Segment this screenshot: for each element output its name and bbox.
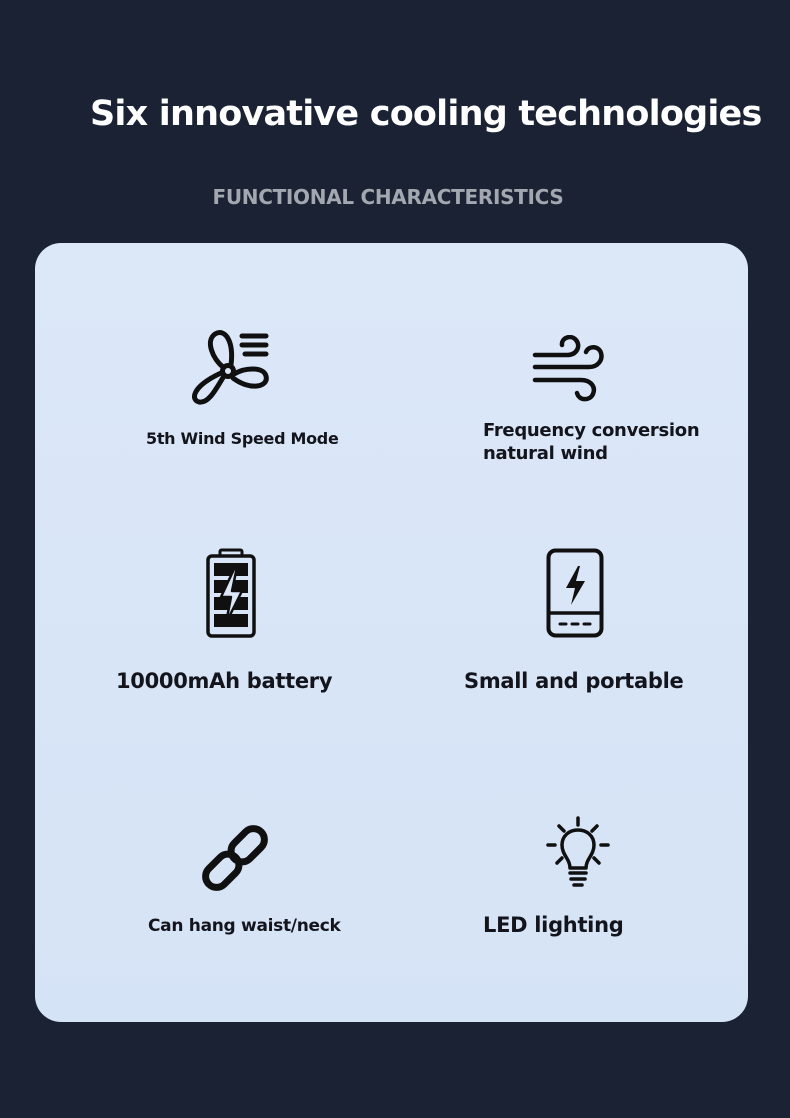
power-bank-icon (546, 548, 604, 638)
battery-icon (205, 548, 257, 638)
link-icon (200, 823, 270, 893)
feature-label-natural-wind-line1: Frequency conversion (483, 420, 700, 441)
fan-icon (190, 329, 272, 409)
section-subtitle: FUNCTIONAL CHARACTERISTICS (212, 185, 564, 209)
page-title: Six innovative cooling technologies (90, 94, 762, 134)
feature-label-wind-speed: 5th Wind Speed Mode (146, 429, 339, 448)
wind-icon (531, 335, 605, 403)
feature-label-led: LED lighting (483, 913, 624, 937)
feature-label-hang: Can hang waist/neck (148, 916, 341, 936)
feature-label-natural-wind-line2: natural wind (483, 443, 608, 464)
feature-label-portable: Small and portable (464, 669, 684, 693)
features-card (35, 243, 748, 1022)
light-bulb-icon (545, 816, 611, 892)
feature-label-battery: 10000mAh battery (116, 669, 333, 693)
